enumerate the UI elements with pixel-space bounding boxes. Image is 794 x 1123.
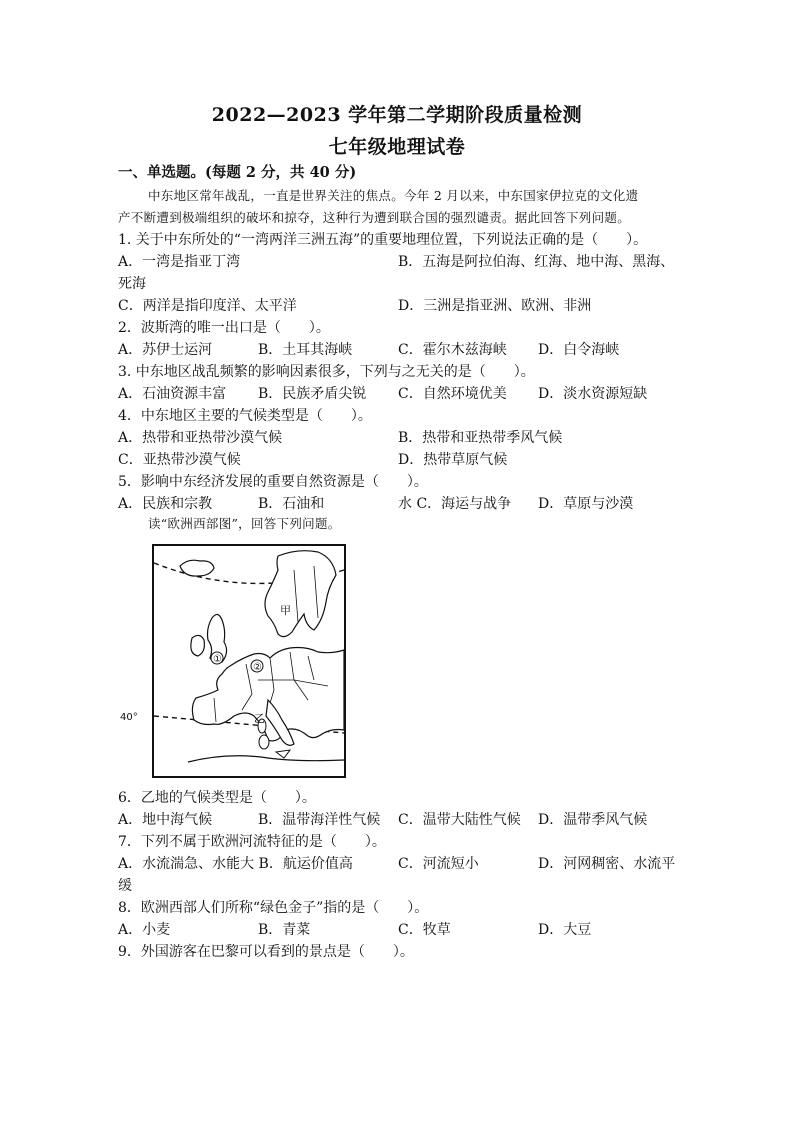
- sardinia-shape: [259, 735, 269, 749]
- passage-1-line-2: 产不断遭到极端组织的破坏和掠夺，这种行为遭到联合国的强烈谴责。据此回答下列问题。: [118, 210, 631, 225]
- latitude-label: 40°: [120, 712, 138, 723]
- q1-option-b: B．五海是阿拉伯海、红海、地中海、黑海、: [398, 254, 675, 270]
- q5-option-c: 水 C．海运与战争: [398, 496, 512, 512]
- question-3: 3. 中东地区战乱频繁的影响因素很多，下列与之无关的是（ ）。: [118, 364, 535, 380]
- q8-option-d: D．大豆: [538, 922, 592, 938]
- q3-option-c: C．自然环境优美: [398, 386, 507, 402]
- q4-option-a: A．热带和亚热带沙漠气候: [118, 430, 283, 446]
- q6-option-a: A．地中海气候: [118, 812, 213, 828]
- question-5: 5．影响中东经济发展的重要自然资源是（ ）。: [118, 474, 428, 490]
- q4-option-d: D．热带草原气候: [398, 452, 508, 468]
- q1-option-a: A．一湾是指亚丁湾: [118, 254, 241, 270]
- exam-title: 2022—2023 学年第二学期阶段质量检测: [211, 104, 583, 126]
- q1-option-d: D．三洲是指亚洲、欧洲、非洲: [398, 298, 592, 314]
- section-heading: 一、单选题。(每题 2 分，共 40 分): [118, 164, 357, 181]
- q4-option-c: C．亚热带沙漠气候: [118, 452, 241, 468]
- q6-option-b: B．温带海洋性气候: [258, 812, 381, 828]
- q8-option-b: B．青菜: [258, 922, 311, 938]
- q7-option-d-cont: 缓: [118, 878, 132, 894]
- europe-west-map: [118, 530, 358, 790]
- question-6: 6．乙地的气候类型是（ ）。: [118, 790, 316, 806]
- q2-option-d: D．白令海峡: [538, 342, 620, 358]
- iceland-shape: [180, 560, 214, 576]
- q6-option-c: C．温带大陆性气候: [398, 812, 521, 828]
- q5-option-d: D．草原与沙漠: [538, 496, 634, 512]
- question-9: 9．外国游客在巴黎可以看到的景点是（ ）。: [118, 944, 414, 960]
- question-2: 2．波斯湾的唯一出口是（ ）。: [118, 320, 330, 336]
- ireland-shape: [191, 635, 205, 656]
- q7-option-c: C．河流短小: [398, 856, 479, 872]
- passage-2: 读“欧洲西部图”，回答下列问题。: [148, 516, 341, 531]
- jia-label: 甲: [280, 604, 291, 617]
- q5-option-a: A．民族和宗教: [118, 496, 213, 512]
- q7-option-ab: A．水流湍急、水能大 B．航运价值高: [118, 856, 353, 872]
- exam-subtitle: 七年级地理试卷: [328, 136, 466, 158]
- q1-option-c: C．两洋是指印度洋、太平洋: [118, 298, 297, 314]
- q2-option-c: C．霍尔木兹海峡: [398, 342, 507, 358]
- q3-option-a: A．石油资源丰富: [118, 386, 227, 402]
- q1-option-b-cont: 死海: [118, 276, 146, 292]
- question-4: 4．中东地区主要的气候类型是（ ）。: [118, 408, 372, 424]
- q2-option-b: B．土耳其海峡: [258, 342, 353, 358]
- q3-option-d: D．淡水资源短缺: [538, 386, 648, 402]
- marker-2-label: ②: [253, 662, 262, 673]
- q8-option-a: A．小麦: [118, 922, 171, 938]
- question-8: 8．欧洲西部人们所称“绿色金子”指的是（ ）。: [118, 900, 429, 916]
- marker-1-label: ①: [213, 654, 222, 665]
- q2-option-a: A．苏伊士运河: [118, 342, 213, 358]
- q4-option-b: B．热带和亚热带季风气候: [398, 430, 563, 446]
- q5-option-b: B．石油和: [258, 496, 325, 512]
- yi-label: 乙: [254, 712, 265, 725]
- q6-option-d: D．温带季风气候: [538, 812, 648, 828]
- q3-option-b: B．民族矛盾尖锐: [258, 386, 367, 402]
- q7-option-d: D．河网稠密、水流平: [538, 856, 676, 872]
- q8-option-c: C．牧草: [398, 922, 451, 938]
- question-1: 1. 关于中东所处的“一湾两洋三洲五海”的重要地理位置，下列说法正确的是（ ）。: [118, 232, 648, 248]
- question-7: 7．下列不属于欧洲河流特征的是（ ）。: [118, 834, 386, 850]
- passage-1-line-1: 中东地区常年战乱，一直是世界关注的焦点。今年 2 月以来，中东国家伊拉克的文化遗: [148, 188, 639, 203]
